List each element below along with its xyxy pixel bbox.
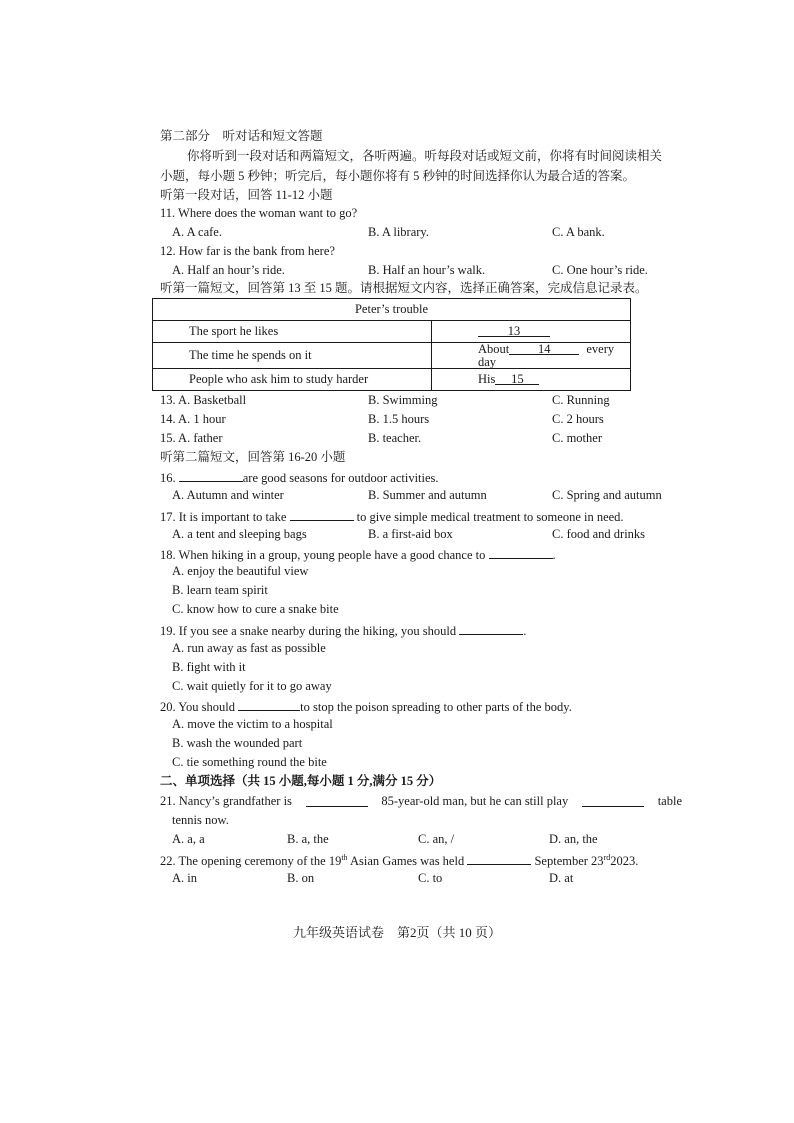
- q20-stem-pre: 20. You should: [160, 700, 236, 714]
- q11-option-a: A. A cafe.: [172, 225, 222, 239]
- q19-stem: [160, 623, 526, 638]
- q21-stem-post: table: [657, 794, 682, 808]
- q11-option-b: B. A library.: [368, 225, 429, 239]
- q16-number: 16.: [160, 471, 176, 485]
- q15-option-a: 15. A. father: [160, 431, 223, 445]
- q21-option-b: B. a, the: [287, 832, 329, 846]
- q18-stem-pre: 18. When hiking in a group, young people have a good chance to: [160, 548, 486, 562]
- blank-14: 14: [509, 343, 579, 355]
- q12-option-c: C. One hour’s ride.: [552, 263, 648, 277]
- q13-option-a: 13. A. Basketball: [160, 393, 247, 407]
- record-row3-prefix: His: [478, 372, 496, 387]
- q15-option-c: C. mother: [552, 431, 602, 445]
- q17-stem-pre: 17. It is important to take: [160, 510, 287, 524]
- q17-stem: [160, 509, 624, 524]
- q22-option-c: C. to: [418, 871, 443, 885]
- q16-stem: [160, 470, 439, 485]
- q21-stem-line2: tennis now.: [172, 813, 229, 827]
- q18-stem: [160, 547, 556, 562]
- q22-year: 2023.: [610, 854, 639, 868]
- q21-stem-mid: 85-year-old man, but he can still play: [381, 794, 569, 808]
- q16-option-b: B. Summer and autumn: [368, 488, 487, 502]
- record-row2-label: The time he spends on it: [153, 343, 432, 369]
- q20-option-b: B. wash the wounded part: [172, 736, 303, 750]
- record-row1-label: The sport he likes: [153, 321, 432, 343]
- q22-stem-pre: 22. The opening ceremony of the 19: [160, 854, 342, 868]
- blank-13: 13: [478, 325, 550, 337]
- q16-stem-text: are good seasons for outdoor activities.: [242, 471, 439, 485]
- q14-option-c: C. 2 hours: [552, 412, 604, 426]
- record-row2-suffix: every day: [478, 342, 615, 369]
- q22-stem-mid: Asian Games was held: [347, 854, 465, 868]
- dialogue-instruction: 听第一段对话，回答 11-12 小题: [160, 188, 333, 202]
- q19-option-c: C. wait quietly for it to go away: [172, 679, 332, 693]
- answer-blank: [582, 795, 644, 807]
- page-footer: 九年级英语试卷 第2页（共 10 页）: [292, 925, 501, 940]
- record-row3-label: People who ask him to study harder: [153, 369, 432, 391]
- record-row3-answer: [432, 369, 631, 391]
- section-title: 第二部分 听对话和短文答题: [160, 129, 323, 143]
- q18-option-b: B. learn team spirit: [172, 583, 268, 597]
- q12-stem: 12. How far is the bank from here?: [160, 244, 335, 258]
- q14-option-a: 14. A. 1 hour: [160, 412, 226, 426]
- q13-option-c: C. Running: [552, 393, 610, 407]
- q18-stem-post: .: [552, 548, 556, 562]
- record-table-title: Peter’s trouble: [153, 299, 631, 321]
- q21-option-c: C. an, /: [418, 832, 455, 846]
- record-row2-answer: [432, 343, 631, 369]
- q21-option-d: D. an, the: [549, 832, 598, 846]
- q11-option-c: C. A bank.: [552, 225, 605, 239]
- q22-date: September 23: [534, 854, 604, 868]
- q18-option-a: A. enjoy the beautiful view: [172, 564, 309, 578]
- record-row2-prefix: About: [478, 342, 510, 356]
- q21-stem: [160, 795, 682, 808]
- q20-option-c: C. tie something round the bite: [172, 755, 327, 769]
- q16-option-a: A. Autumn and winter: [172, 488, 284, 502]
- answer-blank: [238, 699, 300, 711]
- q20-stem-post: to stop the poison spreading to other parts of the body.: [300, 700, 572, 714]
- q22-option-a: A. in: [172, 871, 197, 885]
- q22-option-b: B. on: [287, 871, 315, 885]
- q22-sup-rd: rd: [603, 853, 611, 862]
- answer-blank: [306, 795, 368, 807]
- answer-blank: [179, 470, 243, 482]
- section-intro-line2: 小题，每小题 5 秒钟；听完后，每小题你将有 5 秒钟的时间选择你认为最合适的答案。: [160, 169, 636, 183]
- answer-blank: [467, 853, 531, 865]
- q20-stem: [160, 699, 572, 714]
- answer-blank: [489, 547, 553, 559]
- q16-option-c: C. Spring and autumn: [552, 488, 662, 502]
- passage1-instruction: 听第一篇短文，回答第 13 至 15 题。请根据短文内容，选择正确答案，完成信息记录表。: [160, 281, 648, 295]
- q21-stem-pre: 21. Nancy’s grandfather is: [160, 794, 292, 808]
- record-row1-answer: [432, 321, 631, 343]
- q12-option-b: B. Half an hour’s walk.: [368, 263, 486, 277]
- record-table: [152, 298, 631, 391]
- blank-15: 15: [495, 373, 539, 385]
- q18-option-c: C. know how to cure a snake bite: [172, 602, 339, 616]
- q14-option-b: B. 1.5 hours: [368, 412, 430, 426]
- q13-option-b: B. Swimming: [368, 393, 438, 407]
- answer-blank: [459, 623, 523, 635]
- passage2-instruction: 听第二篇短文，回答第 16-20 小题: [160, 450, 346, 464]
- q19-option-a: A. run away as fast as possible: [172, 641, 326, 655]
- q19-stem-post: .: [523, 624, 527, 638]
- q17-option-c: C. food and drinks: [552, 527, 646, 541]
- q22-sup-th: th: [341, 853, 348, 862]
- q11-stem: 11. Where does the woman want to go?: [160, 206, 358, 220]
- q20-option-a: A. move the victim to a hospital: [172, 717, 333, 731]
- q17-option-a: A. a tent and sleeping bags: [172, 527, 307, 541]
- q17-stem-post: to give simple medical treatment to someone in need.: [356, 510, 624, 524]
- q15-option-b: B. teacher.: [368, 431, 422, 445]
- q19-option-b: B. fight with it: [172, 660, 246, 674]
- q22-stem: [160, 853, 638, 868]
- answer-blank: [290, 509, 354, 521]
- single-choice-section-title: 二、单项选择（共 15 小题,每小题 1 分,满分 15 分）: [160, 774, 442, 788]
- q12-option-a: A. Half an hour’s ride.: [172, 263, 285, 277]
- q19-stem-pre: 19. If you see a snake nearby during the hiking, you should: [160, 624, 457, 638]
- section-intro-line1: 你将听到一段对话和两篇短文，各听两遍。听每段对话或短文前，你将有时间阅读相关: [187, 149, 663, 163]
- q21-option-a: A. a, a: [172, 832, 205, 846]
- q17-option-b: B. a first-aid box: [368, 527, 453, 541]
- q22-option-d: D. at: [549, 871, 574, 885]
